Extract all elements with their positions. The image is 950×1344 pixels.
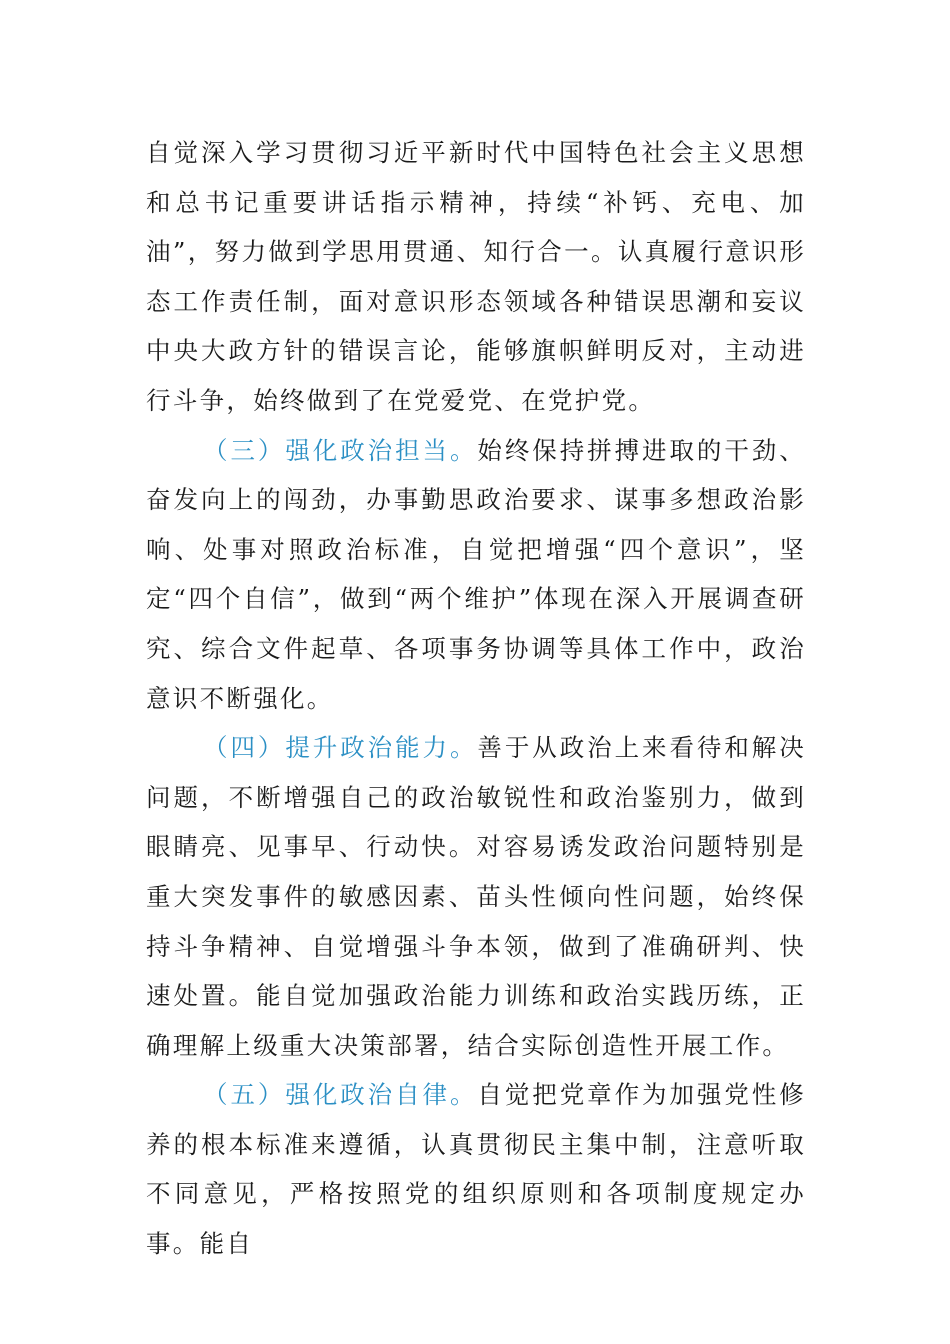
section-heading: （四）提升政治能力。: [203, 733, 478, 763]
paragraph-continuation: [146, 128, 806, 426]
paragraph-text: 善于从政治上来看待和解决问题，不断增强自己的政治敏锐性和政治鉴别力，做到眼睛亮、见事早、行动快。对容易诱发政治问题特别是重大突发事件的敏感因素、苗头性倾向性问题，始终保持斗争精神、自觉增强斗争本领，做到了准确研判、快速处置。能自觉加强政治能力训练和政治实践历练，正确理解上级重大决策部署，结合实际创造性开展工作。: [146, 733, 807, 1060]
document-page: [146, 128, 806, 1269]
section-heading: （五）强化政治自律。: [203, 1080, 478, 1110]
paragraph-section-5: [146, 1070, 806, 1268]
paragraph-text: 始终保持拼搏进取的干劲、奋发向上的闯劲，办事勤思政治要求、谋事多想政治影响、处事对照政治标准，自觉把增强“四个意识”，坚定“四个自信”，做到“两个维护”体现在深入开展调查研究、综合文件起草、各项事务协调等具体工作中，政治意识不断强化。: [146, 435, 807, 713]
paragraph-text: 自觉深入学习贯彻习近平新时代中国特色社会主义思想和总书记重要讲话指示精神，持续“补钙、充电、加油”，努力做到学思用贯通、知行合一。认真履行意识形态工作责任制，面对意识形态领域各种错误思潮和妄议中央大政方针的错误言论，能够旗帜鲜明反对，主动进行斗争，始终做到了在党爱党、在党护党。: [146, 138, 806, 415]
paragraph-section-3: [146, 426, 806, 724]
paragraph-section-4: [146, 723, 806, 1070]
paragraph-text: 自觉把党章作为加强党性修养的根本标准来遵循，认真贯彻民主集中制，注意听取不同意见，严格按照党的组织原则和各项制度规定办事。能自: [146, 1080, 807, 1259]
section-heading: （三）强化政治担当。: [203, 435, 478, 465]
